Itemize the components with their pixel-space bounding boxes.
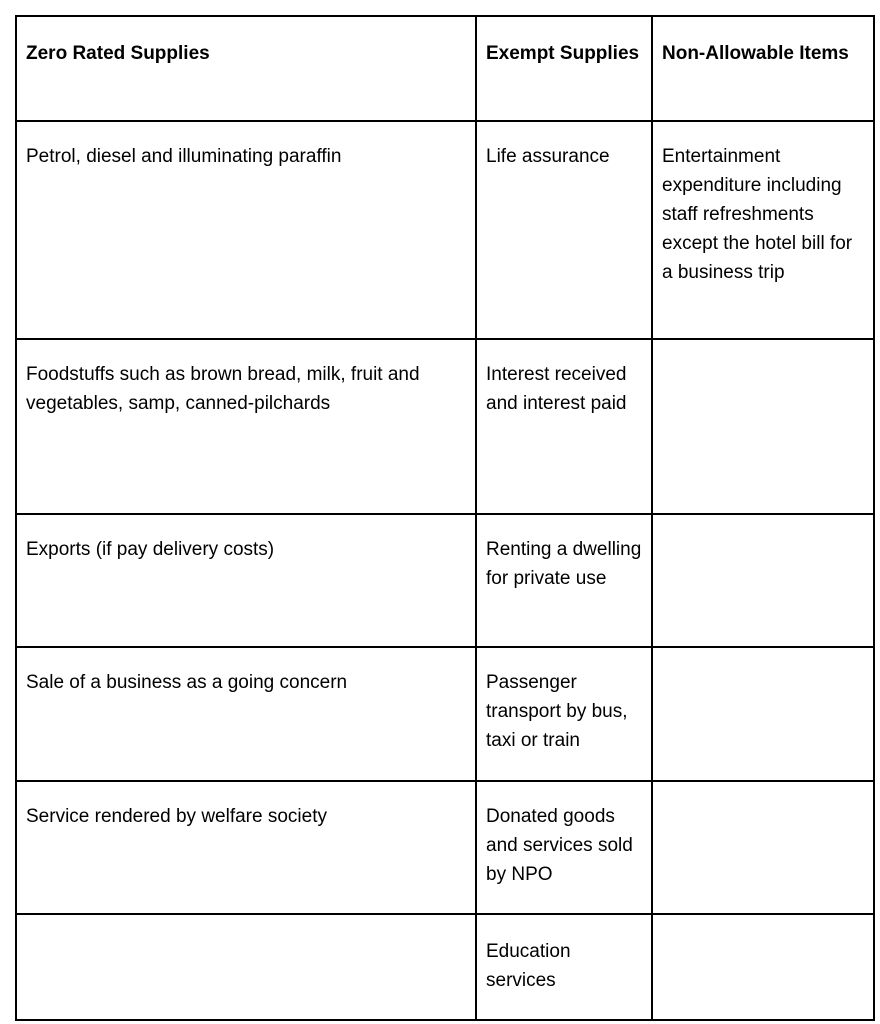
vat-supplies-table (15, 15, 875, 1021)
non-allowable-cell: Entertainment expenditure including staff refreshments except the hotel bill for a business trip (652, 121, 874, 339)
header-zero-rated: Zero Rated Supplies (16, 16, 476, 121)
non-allowable-cell (652, 914, 874, 1020)
exempt-cell: Passenger transport by bus, taxi or train (476, 647, 652, 781)
table-row (16, 514, 874, 647)
zero-rated-cell: Petrol, diesel and illuminating paraffin (16, 121, 476, 339)
exempt-cell: Renting a dwelling for private use (476, 514, 652, 647)
non-allowable-cell (652, 339, 874, 514)
table-row (16, 339, 874, 514)
zero-rated-cell: Sale of a business as a going concern (16, 647, 476, 781)
exempt-cell: Interest received and interest paid (476, 339, 652, 514)
exempt-cell: Education services (476, 914, 652, 1020)
header-non-allowable: Non-Allowable Items (652, 16, 874, 121)
exempt-cell: Life assurance (476, 121, 652, 339)
zero-rated-cell: Exports (if pay delivery costs) (16, 514, 476, 647)
table-row (16, 121, 874, 339)
exempt-cell: Donated goods and services sold by NPO (476, 781, 652, 914)
zero-rated-cell: Foodstuffs such as brown bread, milk, fruit and vegetables, samp, canned-pilchards (16, 339, 476, 514)
zero-rated-cell (16, 914, 476, 1020)
zero-rated-cell: Service rendered by welfare society (16, 781, 476, 914)
non-allowable-cell (652, 781, 874, 914)
header-exempt: Exempt Supplies (476, 16, 652, 121)
table-row (16, 781, 874, 914)
header-row (16, 16, 874, 121)
table-row (16, 647, 874, 781)
non-allowable-cell (652, 647, 874, 781)
non-allowable-cell (652, 514, 874, 647)
table-row (16, 914, 874, 1020)
